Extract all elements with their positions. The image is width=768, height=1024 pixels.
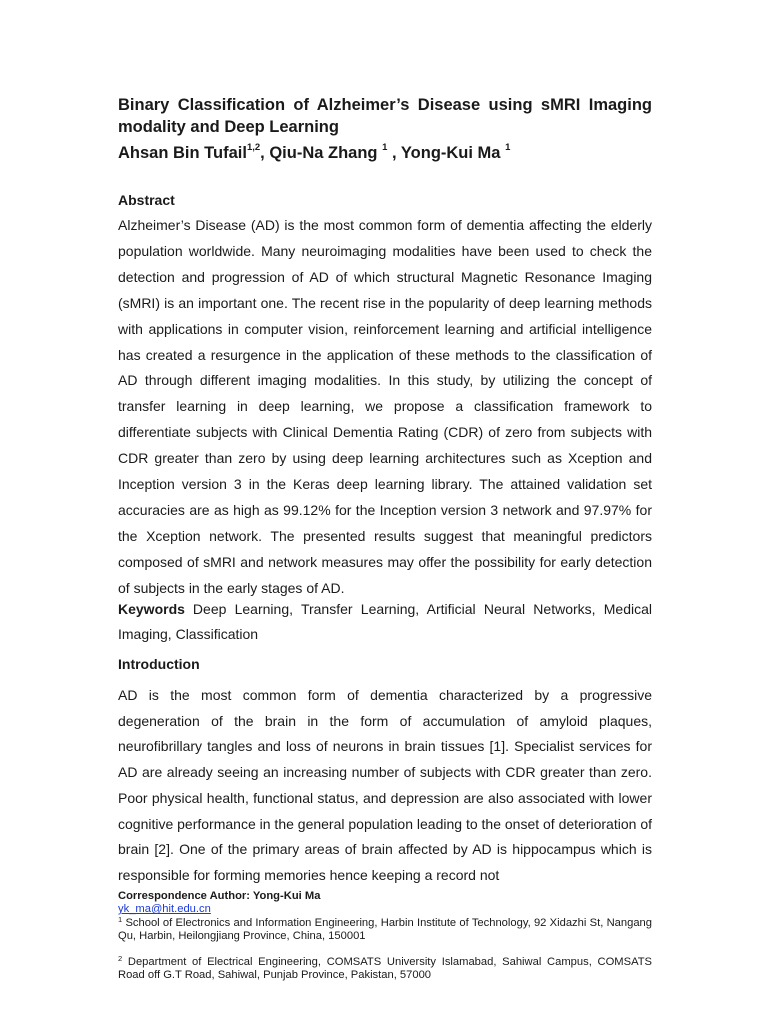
author-name: Qiu-Na Zhang [269,144,378,162]
footnotes [118,890,652,982]
abstract-text: Alzheimer’s Disease (AD) is the most common form of dementia affecting the elderly population worldwide. Many neuroimaging modalities have been used to check the detection and progression of AD of which structural Magnetic Resonance Imaging (sMRI) is an important one. The recent rise in the popularity of deep learning methods with applications in computer vision, reinforcement learning and artificial intelligence has created a resurgence in the application of these methods to the classification of AD through different imaging modalities. In this study, by utilizing the concept of transfer learning in deep learning, we propose a classification framework to differentiate subjects with Clinical Dementia Rating (CDR) of zero from subjects with CDR greater than zero by using deep learning architectures such as Xception and Inception version 3 in the Keras deep learning library. The attained validation set accuracies are as high as 99.12% for the Inception version 3 network and 97.97% for the Xception network. The presented results suggest that meaningful predictors composed of sMRI and network measures may offer the possibility for early detection of subjects in the early stages of AD. [118,217,652,596]
author-affiliation-sup: 1 [382,142,388,153]
keywords-label: Keywords [118,601,185,617]
author-name: Yong-Kui Ma [400,144,501,162]
author-name: Ahsan Bin Tufail [118,144,247,162]
keywords-text: Deep Learning, Transfer Learning, Artificial Neural Networks, Medical Imaging, Classification [118,601,652,642]
affiliation-footnote [118,914,652,944]
footnote-marker: 2 [118,953,123,963]
author-separator: , [260,144,270,162]
paper-title: Binary Classification of Alzheimer’s Disease using sMRI Imaging modality and Deep Learning [118,96,652,136]
correspondence-email-link[interactable]: yk_ma@hit.edu.cn [118,903,211,916]
introduction-text: AD is the most common form of dementia characterized by a progressive degeneration of the brain in the form of accumulation of amyloid plaques, neurofibrillary tangles and loss of neurons in brain tissues [1]. Specialist services for AD are already seeing an increasing number of subjects with CDR greater than zero. Poor physical health, functional status, and depression are also associated with lower cognitive performance in the general population leading to the onset of deterioration of brain [2]. One of the primary areas of brain affected by AD is hippocampus which is responsible for forming memories hence keeping a record not [118,687,652,883]
author-separator: , [387,144,401,162]
introduction-heading: Introduction [118,656,200,672]
footnote-marker: 1 [118,914,123,924]
author-affiliation-sup: 1 [505,142,511,153]
affiliation-footnote [118,953,652,983]
footnote-spacer [118,944,652,956]
footnote-text: Department of Electrical Engineering, COMSATS University Islamabad, Sahiwal Campus, COMSATS Road off G.T Road, Sahiwal, Punjab Province, Pakistan, 57000 [118,955,652,982]
author-list [118,142,652,164]
keywords-section [118,597,652,647]
footnote-text: School of Electronics and Information Engineering, Harbin Institute of Technology, 92 Xidazhi St, Nangang Qu, Harbin, Heilongjiang Province, China, 150001 [118,916,652,943]
abstract-heading: Abstract [118,192,175,208]
author-affiliation-sup: 1,2 [246,142,261,153]
correspondence-author: Correspondence Author: Yong-Kui Ma [118,890,321,902]
